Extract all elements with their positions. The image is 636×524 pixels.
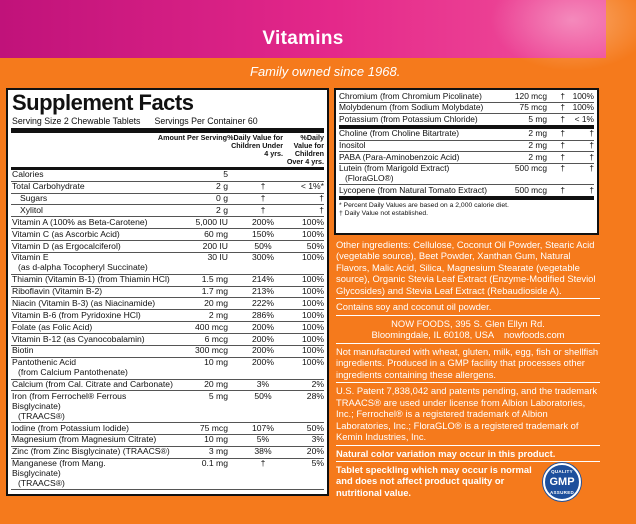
nutrient-name (12, 182, 149, 192)
table-row (11, 459, 324, 491)
dv-over4: 100% (302, 297, 324, 308)
table-row (11, 447, 324, 459)
table-row (339, 164, 594, 185)
nutrient-amount: 30 IU (207, 252, 228, 263)
nutrient-name (12, 170, 149, 180)
dv-under4: 3% (256, 379, 270, 390)
nutrient-amount: 60 mg (204, 228, 228, 239)
dv-under4: 300% (252, 252, 274, 263)
divider (336, 343, 600, 344)
nutrient-amount: 75 mcg (199, 422, 228, 433)
table-row (11, 287, 324, 299)
nutrient-name (12, 287, 149, 297)
nutrient-amount: 5 (223, 169, 228, 180)
nutrient-amount: 2 mg (528, 151, 547, 162)
page-title: Vitamins (262, 28, 344, 49)
nutrient-label: PABA (Para-Aminobenzoic Acid) (339, 151, 460, 162)
dv-under4: † (560, 90, 565, 101)
table-row (11, 298, 324, 310)
nutrient-label: Folate (as Folic Acid) (12, 321, 93, 332)
dv-under4: 200% (252, 333, 274, 344)
table-row (11, 380, 324, 392)
nutrient-label: Vitamin C (as Ascorbic Acid) (12, 228, 120, 239)
dv-over4: 100% (302, 274, 324, 285)
nutrient-amount: 400 mcg (195, 321, 228, 332)
nutrient-name (339, 103, 507, 113)
table-row (339, 91, 594, 103)
nutrient-name (12, 297, 156, 309)
nutrient-label: Zinc (from Zinc Bisglycinate) (TRAACS®) (12, 446, 170, 457)
nutrient-amount: 2 mg (208, 309, 228, 320)
nutrient-sublabel: (FloraGLO®) (345, 173, 394, 184)
nutrient-amount: 200 IU (202, 240, 228, 251)
dv-under4: 200% (252, 357, 274, 368)
dv-over4: < 1%* (300, 181, 324, 192)
badge-mid-text: GMP (549, 476, 575, 488)
nutrient-sublabel: (TRAACS®) (18, 477, 65, 488)
nutrient-name (12, 392, 149, 422)
nutrient-amount: 6 mcg (204, 333, 228, 344)
nutrient-amount: 10 mg (204, 357, 228, 368)
footnote-calorie: * Percent Daily Values are based on a 2,000 calorie diet. (339, 201, 509, 209)
dv-over4: 50% (306, 240, 324, 251)
dv-under4: † (560, 184, 565, 195)
footnotes (339, 200, 594, 219)
nutrient-amount: 2 g (216, 204, 228, 215)
nutrient-label: Molybdenum (from Sodium Molybdate) (339, 102, 484, 113)
nutrient-label: Riboflavin (Vitamin B-2) (12, 286, 103, 297)
dv-under4: 38% (254, 446, 272, 457)
nutrient-label: Iodine (from Potassium Iodide) (12, 422, 130, 433)
dv-under4: † (260, 204, 266, 215)
supplement-facts-continued (334, 88, 599, 235)
nutrient-name (339, 92, 507, 102)
nutrient-label: Pantothenic Acid (12, 357, 77, 368)
nutrient-amount: 5,000 IU (195, 216, 228, 227)
nutrient-name (12, 253, 149, 273)
dv-under4: † (560, 113, 565, 124)
serving-size: Serving Size 2 Chewable Tablets (12, 116, 141, 126)
product-info (336, 239, 600, 498)
dv-over4: † (589, 163, 594, 174)
dv-over4: 100% (302, 321, 324, 332)
nutrient-label: Lycopene (from Natural Tomato Extract) (339, 184, 488, 195)
nutrient-name (12, 242, 149, 252)
dv-under4: 200% (252, 216, 274, 227)
nutrient-sublabel: (TRAACS®) (18, 410, 65, 421)
nutrient-label: Magnesium (from Magnesium Citrate) (12, 434, 157, 445)
table-row (11, 322, 324, 334)
dv-under4: 107% (252, 422, 274, 433)
table-row (11, 182, 324, 194)
badge-top-text: QUALITY (551, 469, 573, 474)
table-row (11, 423, 324, 435)
nutrient-name (12, 446, 170, 457)
dv-under4: 200% (252, 321, 274, 332)
dv-over4: † (589, 151, 594, 162)
dv-over4 (284, 170, 324, 180)
dv-over4: † (589, 140, 594, 151)
dv-over4: 3% (311, 434, 324, 445)
col-amount: Amount Per Serving (157, 133, 227, 143)
tagline: Family owned since 1968. (250, 64, 401, 79)
nutrient-name (339, 115, 507, 125)
table-row (11, 358, 324, 380)
nutrient-amount: 5 mg (208, 390, 228, 401)
dv-under4: † (560, 102, 565, 113)
nutrient-name (12, 206, 149, 216)
nutrient-amount: 75 mcg (519, 102, 547, 113)
speckle-statement: Tablet speckling which may occur is normal and does not affect product quality or nutritional value. (336, 463, 532, 498)
dv-over4: † (319, 204, 324, 215)
nutrient-label: Calcium (from Cal. Citrate and Carbonate) (12, 379, 173, 390)
nutrient-label: Vitamin B-6 (from Pyridoxine HCl) (12, 309, 141, 320)
dv-over4: 5% (311, 458, 324, 469)
nutrient-name (12, 459, 149, 489)
nutrient-name (12, 323, 149, 333)
table-row (11, 170, 324, 182)
nutrient-amount: 300 mcg (195, 345, 228, 356)
dv-over4: 2% (311, 379, 324, 390)
header-banner (0, 0, 606, 58)
table-row (11, 217, 324, 229)
nutrient-name (339, 186, 507, 196)
badge-bottom-text: ASSURED (549, 490, 575, 495)
nutrient-sublabel: (from Calcium Pantothenate) (18, 367, 128, 378)
nutrient-label: Xylitol (20, 204, 43, 215)
dv-under4: 286% (252, 309, 274, 320)
dv-over4: 100% (302, 357, 324, 368)
nutrient-amount: 1.5 mg (201, 274, 228, 285)
other-ingredients: Other ingredients: Cellulose, Coconut Oil Powder, Stearic Acid (vegetable source), Beet Powder, Xanthan Gum, Natural Flavors, Malic Acid, Silica, Magnesium Stearate (vegetable source), Organic Stevia Leaf Extract (Enzyme-Modified Steviol Glycosides) and Stevia Leaf Extract (Rebaudioside A). (336, 239, 596, 296)
nutrient-name (12, 434, 157, 445)
table-row (339, 114, 594, 129)
dv-over4: † (589, 184, 594, 195)
table-row (339, 185, 594, 200)
table-row (339, 103, 594, 115)
nutrient-name (339, 164, 507, 183)
nutrient-amount: 10 mg (204, 434, 228, 445)
dv-over4: 100% (302, 333, 324, 344)
facts-column-header (11, 133, 324, 170)
table-row (11, 346, 324, 358)
nutrient-label: Biotin (12, 345, 34, 356)
dv-under4: 222% (252, 297, 274, 308)
nutrient-label: Total Carbohydrate (12, 181, 85, 192)
supplement-facts-heading: Supplement Facts (12, 90, 194, 115)
dv-over4: 100% (302, 252, 324, 263)
facts-rows (11, 170, 324, 491)
table-row (11, 229, 324, 241)
nutrient-label: Vitamin A (100% as Beta-Carotene) (12, 216, 148, 227)
nutrient-label: Inositol (339, 140, 366, 151)
table-row (339, 152, 594, 164)
dv-over4: 100% (302, 228, 324, 239)
nutrient-sublabel: (as d-alpha Tocopheryl Succinate) (18, 262, 148, 273)
dv-under4 (228, 170, 284, 180)
nutrient-amount: 3 mg (208, 446, 228, 457)
divider (336, 315, 600, 316)
dv-over4: 28% (306, 390, 324, 401)
nutrient-label: Iron (from Ferrochel® Ferrous Bisglycinate) (12, 390, 127, 411)
gmp-quality-badge-icon (543, 463, 581, 501)
nutrient-name (339, 141, 507, 151)
color-statement: Natural color variation may occur in this product. (336, 447, 556, 459)
dv-under4: † (560, 140, 565, 151)
table-row (339, 141, 594, 153)
dv-under4: 50% (254, 240, 272, 251)
divider (336, 461, 600, 462)
nutrient-amount: 20 mg (204, 297, 228, 308)
dv-over4: 100% (572, 102, 594, 113)
nutrient-amount: 2 mg (528, 128, 547, 139)
nutrient-label: Vitamin D (as Ergocalciferol) (12, 240, 121, 251)
nutrient-name (12, 311, 149, 321)
address-line-2: Bloomingdale, IL 60108, USA nowfoods.com (371, 329, 565, 341)
nutrient-label: Calories (12, 169, 44, 180)
dv-over4: 100% (302, 216, 324, 227)
dv-under4: † (260, 181, 266, 192)
dv-over4: 100% (572, 90, 594, 101)
nutrient-amount: 500 mcg (514, 163, 547, 174)
nutrient-amount: 500 mcg (514, 184, 547, 195)
table-row (11, 241, 324, 253)
table-row (339, 129, 594, 141)
nutrient-label: Niacin (Vitamin B-3) (as Niacinamide) (12, 297, 156, 308)
table-row (11, 275, 324, 287)
dv-under4: † (560, 128, 565, 139)
nutrient-name (12, 230, 149, 240)
serving-info (11, 114, 324, 133)
dv-under4: 150% (252, 228, 274, 239)
dv-over4: † (319, 193, 324, 204)
nutrient-amount: 1.7 mg (201, 286, 228, 297)
footnote-dv: † Daily Value not established. (339, 210, 429, 218)
table-row (11, 334, 324, 346)
patent-statement: U.S. Patent 7,838,042 and patents pending, and the trademark TRAACS® are used under license from Albion Laboratories, Inc.; Ferrochel® is a registered trademark of Albion Laboratories, Inc.; FloraGLO® is a registered trademark of Kemin Industries, Inc. (336, 385, 598, 443)
nutrient-name (339, 129, 507, 139)
dv-under4: † (560, 163, 565, 174)
dv-over4: 20% (306, 446, 324, 457)
servings-per-container: Servings Per Container 60 (154, 116, 258, 126)
dv-over4: 100% (302, 286, 324, 297)
nutrient-amount: 5 mg (528, 113, 547, 124)
table-row (11, 194, 324, 206)
table-row (11, 253, 324, 275)
table-row (11, 435, 324, 447)
nutrient-amount: 20 mg (204, 379, 228, 390)
nutrient-label: Potassium (from Potassium Chloride) (339, 113, 478, 124)
nutrient-label: Lutein (from Marigold Extract) (339, 163, 450, 174)
dv-under4: 213% (252, 286, 274, 297)
dv-over4: † (589, 128, 594, 139)
nutrient-label: Thiamin (Vitamin B-1) (from Thiamin HCl) (12, 274, 170, 285)
divider (336, 445, 600, 446)
nutrient-label: Vitamin B-12 (as Cyanocobalamin) (12, 333, 145, 344)
nutrient-label: Chromium (from Chromium Picolinate) (339, 90, 482, 101)
nutrient-name (12, 379, 173, 390)
nutrient-name (339, 153, 507, 163)
dv-under4: † (260, 193, 266, 204)
dv-over4: 50% (306, 422, 324, 433)
col-over4: %Daily Value for Children Over 4 yrs. (286, 133, 324, 166)
allergen-statement: Not manufactured with wheat, gluten, milk, egg, fish or shellfish ingredients. Produced in a GMP facility that processes other ingredients containing these allergens. (336, 345, 599, 380)
dv-under4: † (260, 458, 266, 469)
divider (336, 382, 600, 383)
table-row (11, 391, 324, 423)
nutrient-name (12, 346, 149, 356)
nutrient-amount: 0 g (216, 193, 228, 204)
nutrient-amount: 0.1 mg (201, 458, 228, 469)
dv-under4: 50% (254, 390, 272, 401)
nutrient-name (12, 194, 149, 204)
contains: Contains soy and coconut oil powder. (336, 301, 492, 313)
dv-under4: 200% (252, 345, 274, 356)
nutrient-name (12, 424, 149, 434)
dv-over4: 100% (302, 345, 324, 356)
dv-over4: 100% (302, 309, 324, 320)
dv-under4: 214% (252, 274, 274, 285)
nutrient-label: Sugars (20, 193, 48, 204)
supplement-facts-panel (6, 88, 329, 496)
nutrient-label: Manganese (from Mang. Bisglycinate) (12, 458, 106, 479)
nutrient-amount: 2 g (216, 181, 228, 192)
dv-over4: < 1% (574, 113, 594, 124)
divider (336, 298, 600, 299)
nutrient-label: Choline (from Choline Bitartrate) (339, 128, 460, 139)
table-row (11, 310, 324, 322)
nutrient-name (12, 358, 149, 378)
nutrient-amount: 2 mg (528, 140, 547, 151)
dv-under4: 5% (256, 434, 270, 445)
address-line-1: NOW FOODS, 395 S. Glen Ellyn Rd. (391, 317, 545, 329)
table-row (11, 205, 324, 217)
nutrient-label: Vitamin E (12, 252, 49, 263)
dv-under4: † (560, 151, 565, 162)
facts-rows-continued (339, 91, 594, 200)
nutrient-name (12, 218, 149, 228)
nutrient-amount: 120 mcg (514, 90, 547, 101)
nutrient-name (12, 274, 170, 285)
nutrient-name (12, 335, 149, 345)
col-under4: %Daily Value for Children Under 4 yrs. (227, 133, 283, 158)
